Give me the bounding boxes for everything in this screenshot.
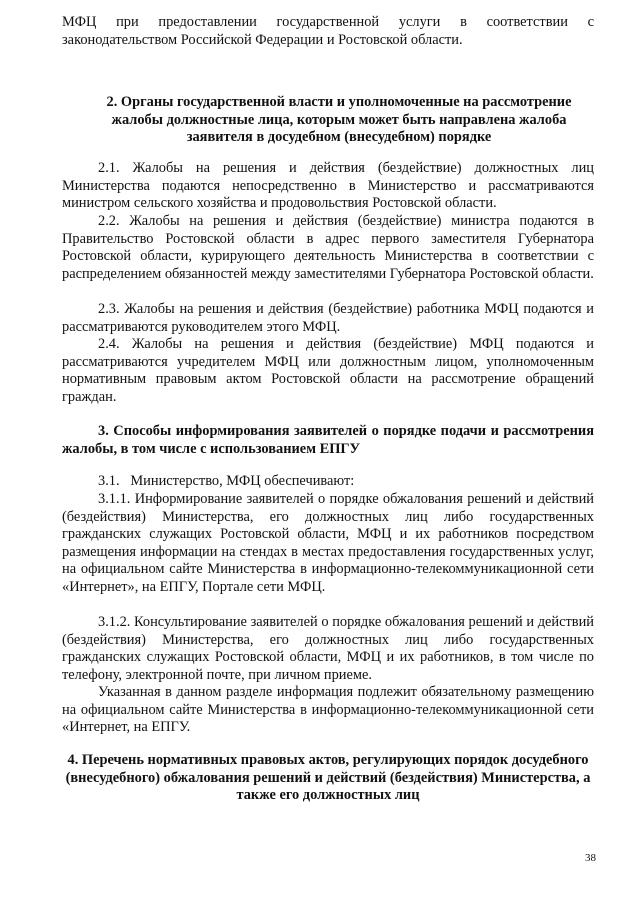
paragraph-3-note: Указанная в данном разделе информация подлежит обязательному размещению на официальном сайте Министерства в информационно-телекоммуникационной сети «Интернет, на ЕПГУ. xyxy=(62,684,594,736)
paragraph-2-3: 2.3. Жалобы на решения и действия (бездействие) работника МФЦ подаются и рассматриваются руководителем этого МФЦ. xyxy=(62,301,594,335)
paragraph-2-4: 2.4. Жалобы на решения и действия (бездействие) МФЦ подаются и рассматриваются учредителем МФЦ или должностным лицом, уполномоченным нормативным правовым актом Ростовской области на рассмотрение обращений граждан. xyxy=(62,336,594,405)
paragraph-2-2: 2.2. Жалобы на решения и действия (бездействие) министра подаются в Правительство Ростовской области в адрес первого заместителя Губернатора Ростовской области, курирующего деятельность Министерства в соответствии с распределением обязанностей между заместителями Губернатора Ростовской области. xyxy=(62,213,594,282)
paragraph-3-1-2: 3.1.2. Консультирование заявителей о порядке обжалования решений и действий (бездействия) Министерства, его должностных лиц либо государственных гражданских служащих Ростовской области, МФЦ и их работников, в том числе по телефону, электронной почте, при личном приеме. xyxy=(62,614,594,683)
page-number: 38 xyxy=(585,852,596,864)
paragraph-3-1: 3.1. Министерство, МФЦ обеспечивают: xyxy=(98,473,355,489)
section-4-heading: 4. Перечень нормативных правовых актов, регулирующих порядок досудебного (внесудебного) обжалования решений и действий (бездействия) Министерства, а также его должностных лиц xyxy=(65,752,591,804)
section-2-heading: 2. Органы государственной власти и уполномоченные на рассмотрение жалобы должностные лица, которым может быть направлена жалоба заявителя в досудебном (внесудебном) порядке xyxy=(106,94,572,146)
paragraph-3-1-1: 3.1.1. Информирование заявителей о порядке обжалования решений и действий (бездействия) Министерства, его должностных лиц либо государственных гражданских служащих Ростовской области, МФЦ и их работников посредством размещения информации на стендах в местах предоставления государственных услуг, на официальном сайте Министерства в информационно-телекоммуникационной сети «Интернет», на ЕПГУ, Портале сети МФЦ. xyxy=(62,491,594,595)
intro-paragraph: МФЦ при предоставлении государственной услуги в соответствии с законодательством Российской Федерации и Ростовской области. xyxy=(62,14,594,48)
paragraph-2-1: 2.1. Жалобы на решения и действия (бездействие) должностных лиц Министерства подаются непосредственно в Министерство и рассматриваются министром сельского хозяйства и продовольствия Ростовской области. xyxy=(62,160,594,212)
section-3-heading: 3. Способы информирования заявителей о порядке подачи и рассмотрения жалобы, в том числе с использованием ЕПГУ xyxy=(62,423,594,457)
